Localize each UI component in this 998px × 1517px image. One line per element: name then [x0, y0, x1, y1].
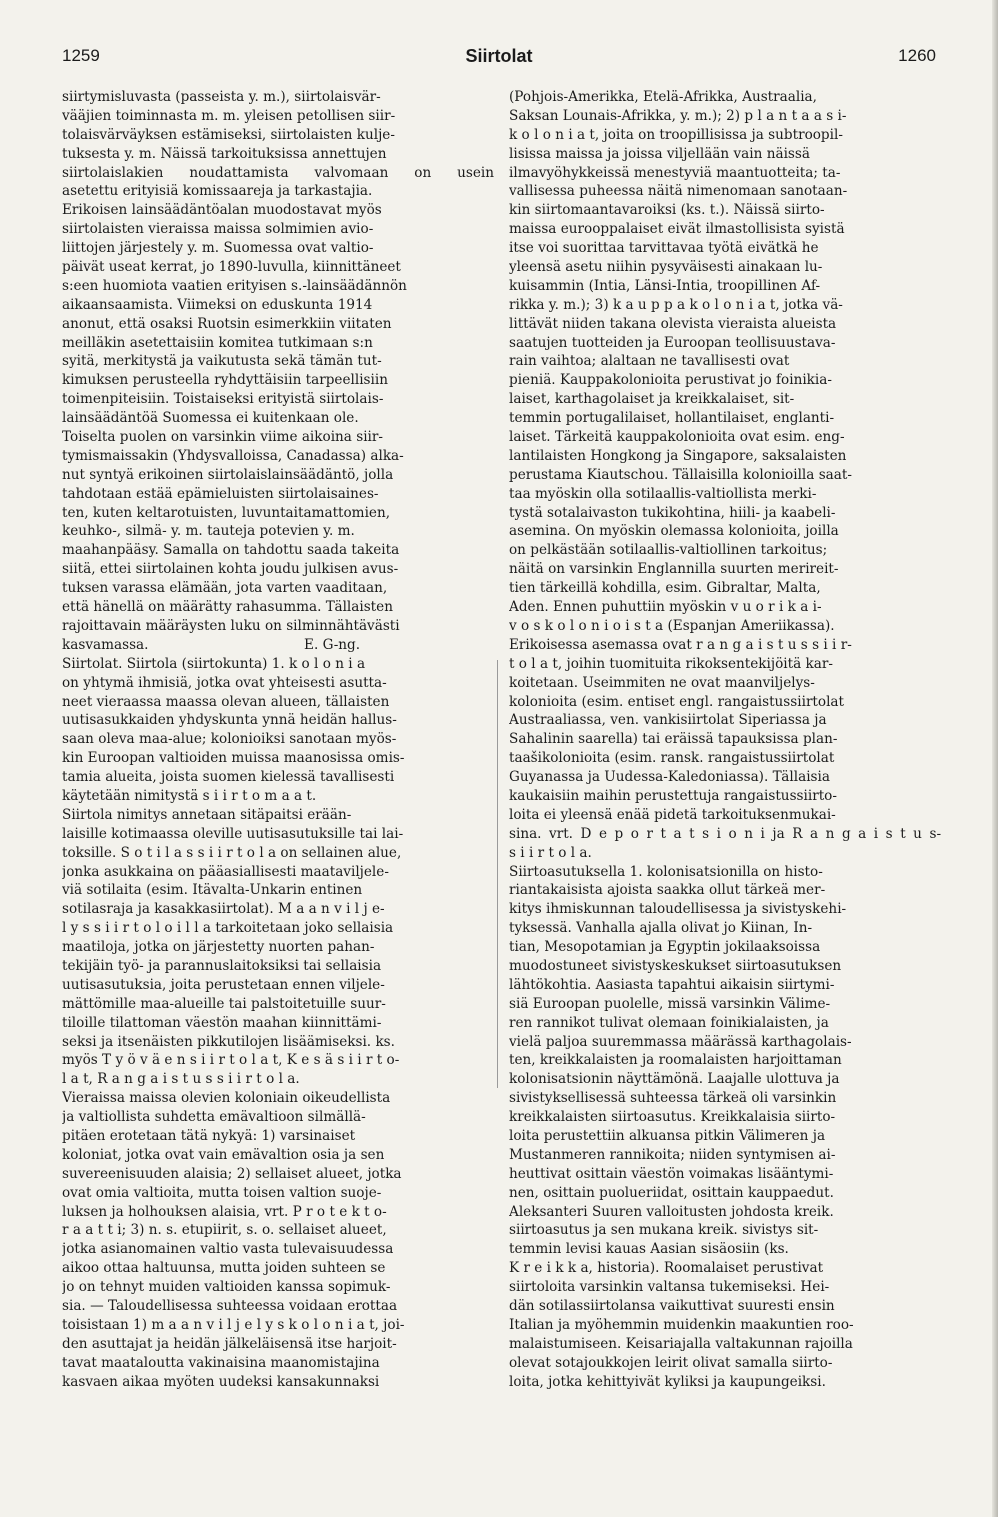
text-line: anonut, että osaksi Ruotsin esimerkkiin viitaten: [62, 315, 392, 332]
text-line: K r e i k k a, historia). Roomalaiset perustivat: [509, 1260, 824, 1277]
text-line: uutisasukkaiden yhdyskunta ynnä heidän hallus-: [62, 712, 397, 729]
text-line: liittojen järjestely y. m. Suomessa ovat valtio-: [62, 240, 374, 257]
text-line: sia. — Taloudellisessa suhteessa voidaan erottaa: [62, 1298, 398, 1314]
text-line: Toiselta puolen on varsinkin viime aikoina siir-: [62, 429, 383, 446]
text-line: kin siirtomaantavaroiksi (ks. t.). Näissä siirto-: [509, 202, 825, 219]
text-line: Aden. Ennen puhuttiin myöskin v u o r i k a i-: [509, 599, 822, 616]
text-line: vallisessa puheessa näitä nimenomaan sanotaan-: [509, 183, 848, 200]
text-line: Erikoisen lainsäädäntöalan muodostavat myös: [62, 202, 382, 219]
text-line: rajoittavain määräysten luku on silminnähtävästi: [62, 617, 400, 634]
text-line: että hänellä on määrätty rahasumma. Tällaisten: [62, 599, 393, 616]
text-line: tyksessä. Vanhalla ajalla olivat jo Kiinan, In-: [509, 920, 813, 937]
text-line: tolaisvärväyksen estämiseksi, siirtolaisten kulje-: [62, 126, 395, 143]
text-line: perustama Kiautschou. Tällaisilla kolonioilla saat-: [509, 466, 852, 483]
text-line: Austraaliassa, ven. vankisiirtolat Siperiassa ja: [509, 712, 827, 729]
text-line: tystä sotalaivaston tukikohtina, hiili- ja kaabeli-: [509, 504, 836, 521]
text-line: Aleksanteri Suuren valloitusten johdosta kreik.: [509, 1203, 834, 1220]
text-line: nut syntyä erikoinen siirtolaislainsäädäntö, jolla: [62, 466, 394, 483]
left-text-column: [62, 88, 494, 1391]
page-number-left: 1259: [62, 46, 100, 65]
text-line: siitä, ettei siirtolainen kohta joudu julkisen avus-: [62, 561, 399, 578]
text-line: vääjien toiminnasta m. m. yleisen petollisen siir-: [62, 107, 396, 124]
text-line: jo on tehnyt muiden valtioiden kanssa sopimuk-: [62, 1279, 391, 1296]
text-line: Italian ja myöhemmin muidenkin maakuntien roo-: [509, 1316, 854, 1333]
text-line: saan oleva maa-alue; kolonioiksi sanotaan myös-: [62, 731, 397, 748]
text-line: siä Euroopan puolelle, missä varsinkin Välime-: [509, 995, 831, 1012]
text-line: kimuksen perusteella ryhdyttäisiin tarpeellisiin: [62, 372, 388, 389]
text-line: sina. vrt. D e p o r t a t s i o n i ja R a n g a i s t u s-: [509, 825, 941, 842]
text-line: käytetään nimitystä s i i r t o m a a t.: [62, 787, 317, 804]
text-line: loita perustettiin alkuansa pitkin Välimeren ja: [509, 1127, 826, 1144]
text-line: tiloille tilattoman väestön maahan kiinnittämi-: [62, 1014, 382, 1031]
text-line: asemina. On myöskin olemassa kolonioita, joilla: [509, 523, 839, 540]
text-line: aikaansaamista. Viimeksi on eduskunta 1914: [62, 296, 373, 313]
text-line: temmin portugalilaiset, hollantilaiset, englanti-: [509, 410, 835, 427]
text-line: siirtolaislakien noudattamista valvomaan on usein: [62, 164, 494, 181]
text-line: siirtoasutus ja sen mukana kreik. sivistys sit-: [509, 1222, 819, 1239]
text-line: toisistaan 1) m a a n v i l j e l y s k o l o n i a t, joi-: [62, 1316, 405, 1333]
page-edge-shadow: [992, 0, 998, 1517]
text-line: tuksen varassa elämään, jota varten vaaditaan,: [62, 580, 388, 597]
text-line: kolonioita (esim. entiset engl. rangaistussiirtolat: [509, 693, 844, 710]
text-line: rikka y. m.); 3) k a u p p a k o l o n i a t, jotka vä-: [509, 296, 843, 313]
text-line: meilläkin asetettaisiin komitea tutkimaan s:n: [62, 334, 373, 351]
text-line: l y s s i i r t o l o i l l a tarkoitetaan joko sellaisia: [62, 920, 394, 937]
text-line: tekijäin työ- ja parannuslaitoksiksi tai sellaisia: [62, 957, 382, 974]
text-line: tymismaissakin (Yhdysvalloissa, Canadassa) alka-: [62, 447, 404, 464]
text-line: seksi ja itsenäisten pikkutilojen lisäämiseksi. ks.: [62, 1033, 395, 1050]
text-line: koloniat, jotka ovat vain emävaltion osia ja sen: [62, 1146, 385, 1163]
text-line: ovat omia valtioita, mutta toisen valtion suoje-: [62, 1184, 382, 1201]
text-line: littävät niiden takana olevista vieraista alueista: [509, 315, 837, 332]
text-line: ten, kreikkalaisten ja roomalaisten harjoittaman: [509, 1052, 842, 1069]
text-line: ilmavyöhykkeissä menestyviä maantuotteita; ta-: [509, 164, 841, 181]
text-line: Siirtoasutuksella 1. kolonisatsionilla on histo-: [509, 863, 823, 880]
text-line: suvereenisuuden alaisia; 2) sellaiset alueet, jotka: [62, 1165, 402, 1182]
text-line: viä sotilaita (esim. Itävalta-Unkarin entinen: [62, 882, 363, 899]
text-line: v o s k o l o n i o i s t a (Espanjan Ameriikassa).: [509, 617, 835, 634]
text-line: päivät useat kerrat, jo 1890-luvulla, kiinnittäneet: [62, 259, 401, 276]
text-line: on yhtymä ihmisiä, jotka ovat yhteisesti asutta-: [62, 674, 387, 691]
text-line: on pelkästään sotilaallis-valtiollinen tarkoitus;: [509, 542, 828, 559]
text-line: pitäen erotetaan tätä nykyä: 1) varsinaiset: [62, 1127, 356, 1144]
text-line: lisissa maissa ja joissa viljellään vain näissä: [509, 145, 810, 162]
text-line: ja valtiollista suhdetta emävaltioon silmällä-: [62, 1109, 366, 1126]
text-line: toksille. S o t i l a s s i i r t o l a on sellainen alue,: [62, 844, 402, 861]
text-line: yleensä asetu niihin pysyväisesti ainakaan lu-: [509, 259, 823, 276]
text-line: s:een huomiota vaatien erityisen s.-lainsäädännön: [62, 277, 407, 294]
text-line: maahanpääsy. Samalla on tahdottu saada takeita: [62, 542, 400, 559]
text-line: kin Euroopan valtioiden muissa maanosissa omis-: [62, 750, 405, 767]
text-line: rain vaihtoa; alaltaan ne tavallisesti ovat: [509, 353, 790, 370]
text-line: k o l o n i a t, joita on troopillisissa ja subtroopil-: [509, 126, 843, 143]
text-line: laiset, karthagolaiset ja kreikkalaiset, sit-: [509, 391, 795, 408]
text-line: näitä on varsinkin Englannilla suurten merireit-: [509, 561, 839, 578]
text-line: laisille kotimaassa oleville uutisasutuksille tai lai-: [62, 825, 404, 842]
text-line: dän sotilassiirtolansa vaikuttivat suuresti ensin: [509, 1298, 835, 1314]
text-line: maatiloja, jotka on järjestetty nuorten pahan-: [62, 939, 375, 956]
text-line: ten, kuten keltarotuisten, luvuntaitamattomien,: [62, 504, 391, 521]
text-line: Siirtolat. Siirtola (siirtokunta) 1. k o l o n i a: [62, 655, 366, 672]
text-line: siirtoloita varsinkin valtansa tukemiseksi. Hei-: [509, 1279, 830, 1296]
text-line: tahdotaan estää epämieluisten siirtolaisaines-: [62, 485, 379, 502]
text-line: loita ei yleensä enää pidetä tarkoituksenmukai-: [509, 806, 836, 823]
text-line: siirtymisluvasta (passeista y. m.), siirtolaisvär-: [62, 89, 381, 105]
text-line: neet vieraassa maassa olevan alueen, tällaisten: [62, 693, 390, 710]
text-line: kaukaisiin maihin perustettuja rangaistussiirto-: [509, 787, 837, 804]
text-line: r a a t t i; 3) n. s. etupiirit, s. o. sellaiset alueet,: [62, 1222, 387, 1239]
text-line: muodostuneet sivistyskeskukset siirtoasutuksen: [509, 957, 842, 974]
text-line: heuttivat osittain väestön voimakas lisääntymi-: [509, 1165, 834, 1182]
text-line: asetettu erityisiä komissaareja ja tarkastajia.: [62, 183, 373, 200]
text-line: (Pohjois-Amerikka, Etelä-Afrikka, Austraalia,: [509, 89, 817, 105]
text-line: ren rannikot tulivat olemaan foinikialaisten, ja: [509, 1014, 829, 1031]
column-divider: [497, 660, 498, 1088]
text-line: lantilaisten Hongkong ja Singapore, saksalaisten: [509, 447, 847, 464]
text-line: aikoo ottaa haltuunsa, mutta joiden suhteen se: [62, 1260, 386, 1277]
text-line: Saksan Lounais-Afrikka, y. m.); 2) p l a n t a a s i-: [509, 107, 847, 124]
text-line: tian, Mesopotamian ja Egyptin jokilaaksoissa: [509, 939, 821, 956]
text-line: kreikkalaisten siirtoasutus. Kreikkalaisia siirto-: [509, 1109, 836, 1126]
text-line: maissa eurooppalaiset eivät ilmastollisista syistä: [509, 221, 845, 238]
right-text-column: [509, 88, 941, 1391]
text-line: toimenpiteisiin. Toistaiseksi erityistä siirtolais-: [62, 391, 384, 408]
text-line: kuisammin (Intia, Länsi-Intia, troopillinen Af-: [509, 277, 821, 294]
text-line: nen, osittain puolueriidat, osittain kauppaedut.: [509, 1184, 834, 1201]
text-line: taa myöskin olla sotilaallis-valtiollista merki-: [509, 485, 817, 502]
text-line: keuhko-, silmä- y. m. tauteja potevien y. m.: [62, 523, 355, 540]
text-line: pieniä. Kauppakolonioita perustivat jo foinikia-: [509, 372, 832, 389]
text-line: jonka asukkaina on pääasiallisesti maataviljele-: [62, 863, 389, 880]
text-line: luksen ja holhouksen alaisia, vrt. P r o t e k t o-: [62, 1203, 387, 1220]
text-line: kasvamassa. E. G-ng.: [62, 636, 361, 653]
page-header: [62, 46, 936, 76]
text-line: mättömille maa-alueille tai palstoitetuille suur-: [62, 995, 386, 1012]
text-line: riantakaisista ajoista saakka ollut tärkeä mer-: [509, 882, 826, 899]
text-line: Erikoisessa asemassa ovat r a n g a i s t u s s i i r-: [509, 636, 852, 653]
text-line: Sahalinin saarella) tai eräissä tapauksissa plan-: [509, 731, 838, 748]
text-line: syitä, merkitystä ja vaikutusta sekä tämän tut-: [62, 353, 382, 370]
text-line: koitetaan. Useimmiten ne ovat maanviljelys-: [509, 674, 815, 691]
text-line: Guyanassa ja Uudessa-Kaledoniassa). Tällaisia: [509, 769, 830, 786]
text-line: den asuttajat ja heidän jälkeläisensä itse harjoit-: [62, 1335, 397, 1352]
text-line: s i i r t o l a.: [509, 844, 592, 861]
text-line: myös T y ö v ä e n s i i r t o l a t, K e s ä s i i r t o-: [62, 1052, 400, 1069]
text-line: lähtökohtia. Aasiasta tapahtui aikaisin siirtymi-: [509, 976, 835, 993]
text-line: t o l a t, joihin tuomituita rikoksentekijöitä kar-: [509, 655, 833, 672]
text-line: malaistumiseen. Keisariajalla valtakunnan rajoilla: [509, 1335, 853, 1352]
page-number-right: 1260: [898, 46, 936, 65]
text-line: kitys ihmiskunnan taloudellisessa ja sivistyskehi-: [509, 901, 847, 918]
text-line: l a t, R a n g a i s t u s s i i r t o l a.: [62, 1071, 300, 1088]
text-line: jotka asianomainen valtio vasta tulevaisuudessa: [62, 1241, 394, 1258]
text-line: kasvaen aikaa myöten uudeksi kansakunnaksi: [62, 1373, 380, 1390]
text-line: kolonisatsionin näyttämönä. Laajalle ulottuva ja: [509, 1071, 840, 1088]
text-line: olevat sotajoukkojen leirit olivat samalla siirto-: [509, 1354, 833, 1371]
text-line: itse voi suorittaa tarvittavaa työtä eivätkä he: [509, 240, 819, 257]
text-line: taašikolonioita (esim. ransk. rangaistussiirtolat: [509, 750, 835, 767]
text-line: temmin levisi kauas Aasian sisäosiin (ks.: [509, 1241, 789, 1258]
text-line: tavat maataloutta vakinaisina maanomistajina: [62, 1354, 380, 1371]
text-line: siirtolaisten vieraissa maissa solmimien avio-: [62, 221, 374, 238]
text-line: vielä paljoa suuremmassa määrässä karthagolais-: [509, 1033, 852, 1050]
text-line: loita, jotka kehittyivät kyliksi ja kaupungeiksi.: [509, 1373, 826, 1390]
text-line: lainsäädäntöä Suomessa ei kuitenkaan ole.: [62, 410, 359, 427]
text-line: tuksesta y. m. Näissä tarkoituksissa annettujen: [62, 145, 387, 162]
text-line: uutisasutuksia, joita perustetaan ennen viljele-: [62, 976, 385, 993]
text-line: saatujen tuotteiden ja Euroopan teollisuustava-: [509, 334, 836, 351]
text-line: tamia alueita, joista suomen kielessä tavallisesti: [62, 769, 395, 786]
text-line: tien tärkeillä kohdilla, esim. Gibraltar, Malta,: [509, 580, 821, 597]
text-line: Mustanmeren rannikoita; niiden syntymisen ai-: [509, 1146, 836, 1163]
text-line: sivistyksellisessä suhteessa tärkeä oli varsinkin: [509, 1090, 837, 1107]
running-title: Siirtolat: [465, 46, 533, 66]
text-line: Siirtola nimitys annetaan sitäpaitsi erään-: [62, 806, 352, 823]
text-line: laiset. Tärkeitä kauppakolonioita ovat esim. eng-: [509, 429, 845, 446]
text-line: sotilasraja ja kasakkasiirtolat). M a a n v i l j e-: [62, 901, 385, 918]
text-line: Vieraissa maissa olevien koloniain oikeudellista: [62, 1090, 391, 1107]
